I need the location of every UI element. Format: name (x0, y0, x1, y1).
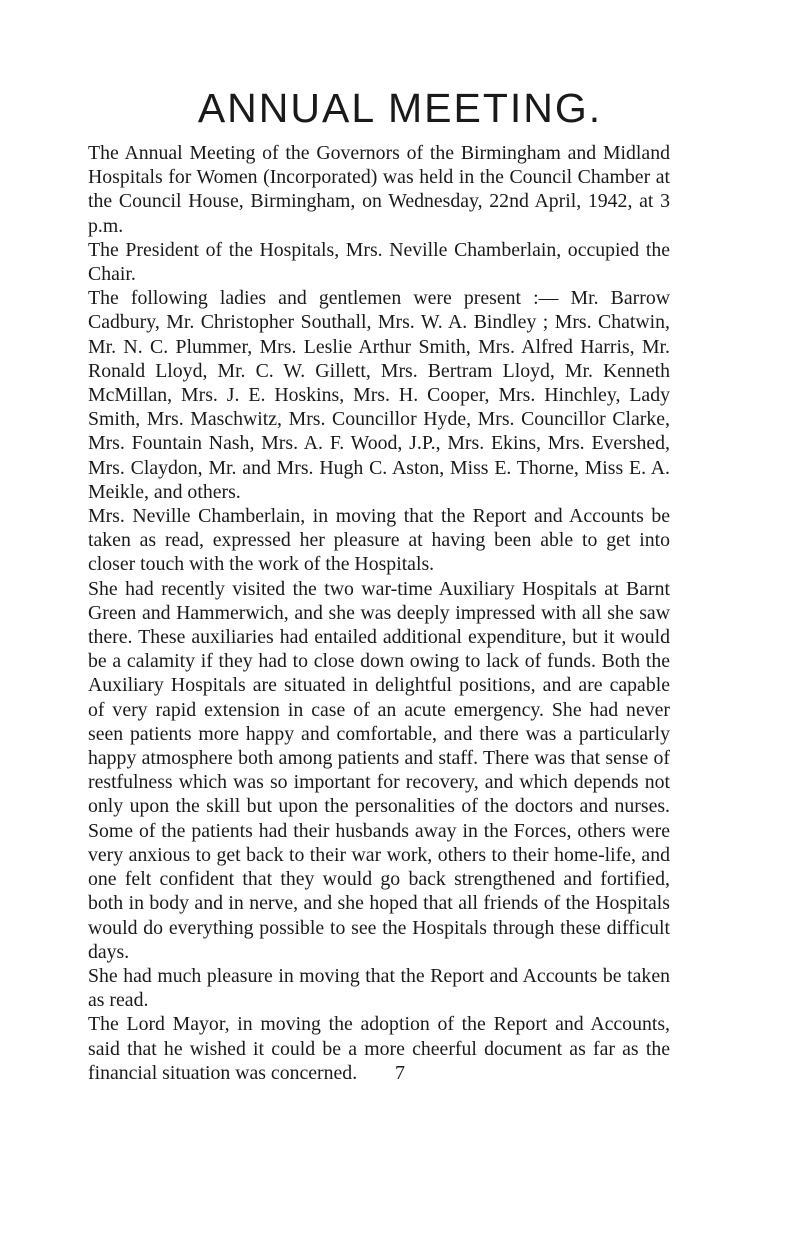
paragraph-auxiliary-hospitals: She had recently visited the two war-time Auxiliary Hospitals at Barnt Green and Hammerwich, and she was deeply impressed with all she saw there. These auxiliaries had entailed additional expenditure, but it would be a calamity if they had to close down owing to lack of funds. Both the Auxiliary Hospitals are situated in delightful positions, and are capable of very rapid extension in case of an acute emergency. She had never seen patients more happy and comfortable, and there was a particularly happy atmosphere both among patients and staff. There was that sense of restfulness which was so important for recovery, and which depends not only upon the skill but upon the personalities of the doctors and nurses. Some of the patients had their husbands away in the Forces, others were very anxious to get back to their war work, others to their home-life, and one felt confident that they would go back strengthened and fortified, both in body and in nerve, and she hoped that all friends of the Hospitals would do everything possible to see the Hospitals through these difficult days. (88, 577, 670, 963)
paragraph-meeting-details: The Annual Meeting of the Governors of the Birmingham and Midland Hospitals for Women (Incorporated) was held in the Council Chamber at the Council House, Birmingham, on Wednesday, 22nd April, 1942, at 3 p.m. (88, 142, 670, 237)
page-number: 7 (395, 1062, 405, 1084)
meeting-report-body (88, 141, 670, 1085)
paragraph-president-chair: The President of the Hospitals, Mrs. Neville Chamberlain, occupied the Chair. (88, 238, 670, 286)
paragraph-report-motion: Mrs. Neville Chamberlain, in moving that the Report and Accounts be taken as read, expressed her pleasure at having been able to get into closer touch with the work of the Hospitals. (88, 505, 670, 576)
paragraph-moving-report: She had much pleasure in moving that the Report and Accounts be taken as read. (88, 964, 670, 1012)
paragraph-attendees: The following ladies and gentlemen were present :— Mr. Barrow Cadbury, Mr. Christopher Southall, Mrs. W. A. Bindley ; Mrs. Chatwin, Mr. N. C. Plummer, Mrs. Leslie Arthur Smith, Mrs. Alfred Harris, Mr. Ronald Lloyd, Mr. C. W. Gillett, Mrs. Bertram Lloyd, Mr. Kenneth McMillan, Mrs. J. E. Hoskins, Mrs. H. Cooper, Mrs. Hinchley, Lady Smith, Mrs. Maschwitz, Mrs. Councillor Hyde, Mrs. Councillor Clarke, Mrs. Fountain Nash, Mrs. A. F. Wood, J.P., Mrs. Ekins, Mrs. Evershed, Mrs. Claydon, Mr. and Mrs. Hugh C. Aston, Miss E. Thorne, Miss E. A. Meikle, and others. (88, 287, 670, 503)
paragraph-lord-mayor: The Lord Mayor, in moving the adoption of the Report and Accounts, said that he wished it could be a more cheerful document as far as the financial situation was concerned. (88, 1013, 670, 1084)
page-heading: ANNUAL MEETING. (197, 85, 603, 131)
